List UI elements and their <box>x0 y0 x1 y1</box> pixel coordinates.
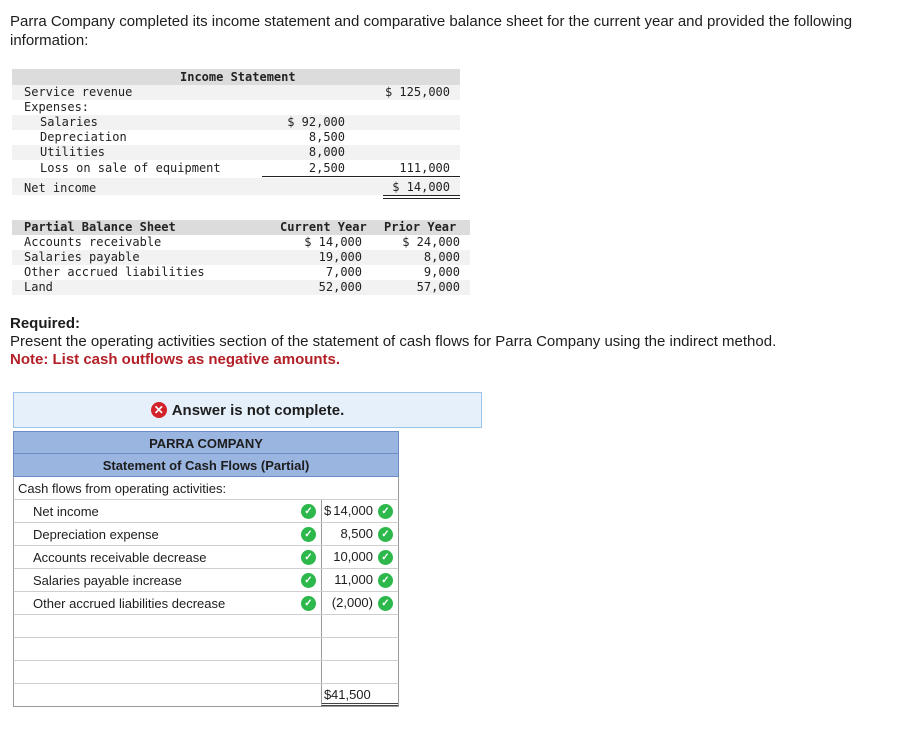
required-text: Present the operating activities section of the statement of cash flows for Parra Company using the indirect method. <box>10 333 777 350</box>
table-row <box>13 500 399 523</box>
balance-row-current: 7,000 <box>325 265 362 279</box>
balance-row-label: Salaries payable <box>24 250 140 264</box>
check-icon: ✓ <box>378 596 393 611</box>
balance-row-prior: 8,000 <box>423 250 460 264</box>
total-value: 41,500 <box>331 687 371 702</box>
section-row <box>13 477 399 500</box>
net-income-underline-2 <box>383 198 460 199</box>
table-row <box>13 523 399 546</box>
row-value: 10,000 <box>333 549 373 564</box>
service-revenue-label: Service revenue <box>24 85 133 99</box>
cash-flow-table <box>13 431 399 707</box>
expense-value: $ 92,000 <box>287 115 345 129</box>
check-icon: ✓ <box>378 504 393 519</box>
total-value-input[interactable] <box>321 684 398 706</box>
income-statement-title: Income Statement <box>180 70 296 84</box>
balance-row-current: 19,000 <box>318 250 362 264</box>
check-icon: ✓ <box>301 527 316 542</box>
currency-symbol: $ <box>324 687 332 702</box>
expense-label: Loss on sale of equipment <box>40 161 221 175</box>
row-label-input[interactable]: Salaries payable increase <box>33 573 182 588</box>
check-icon: ✓ <box>378 550 393 565</box>
row-value-input[interactable] <box>321 546 398 568</box>
net-income-value: $ 14,000 <box>392 180 450 194</box>
balance-row-current: $ 14,000 <box>304 235 362 249</box>
row-label-input[interactable]: Net income <box>33 504 99 519</box>
check-icon: ✓ <box>378 573 393 588</box>
empty-value-input[interactable] <box>321 638 398 660</box>
table-row <box>13 569 399 592</box>
row-value: 8,500 <box>340 526 373 541</box>
currency-symbol: $ <box>324 503 332 518</box>
section-label: Cash flows from operating activities: <box>18 481 227 496</box>
empty-value-input[interactable] <box>321 615 398 637</box>
x-circle-icon: ✕ <box>151 402 167 418</box>
answer-status-text: Answer is not complete. <box>171 401 345 419</box>
row-value: (2,000) <box>331 595 373 610</box>
check-icon: ✓ <box>378 527 393 542</box>
col-prior-year: Prior Year <box>384 220 457 234</box>
expense-label: Utilities <box>40 145 106 159</box>
expenses-label: Expenses: <box>24 100 90 114</box>
row-label-input[interactable]: Other accrued liabilities decrease <box>33 596 226 611</box>
required-section <box>10 315 776 369</box>
empty-row[interactable] <box>13 638 399 661</box>
col-current-year: Current Year <box>280 220 367 234</box>
problem-intro: Parra Company completed its income statement and comparative balance sheet for the current year and provided the following information: <box>10 13 853 49</box>
net-income-label: Net income <box>24 181 97 195</box>
balance-row-label: Land <box>24 280 53 294</box>
statement-title: Statement of Cash Flows (Partial) <box>13 454 399 477</box>
check-icon: ✓ <box>301 573 316 588</box>
row-value: 11,000 <box>334 572 373 587</box>
balance-row-prior: $ 24,000 <box>402 235 460 249</box>
required-heading: Required: <box>10 315 81 332</box>
row-value-input[interactable] <box>321 592 398 614</box>
expense-label: Salaries <box>40 115 98 129</box>
row-value-input[interactable] <box>321 523 398 545</box>
check-icon: ✓ <box>301 596 316 611</box>
expense-value: 8,500 <box>308 130 345 144</box>
row-label-input[interactable]: Accounts receivable decrease <box>33 550 207 565</box>
row-value: 14,000 <box>333 503 373 518</box>
service-revenue-value: $ 125,000 <box>384 85 450 99</box>
table-row <box>13 592 399 615</box>
table-row <box>13 546 399 569</box>
row-value-input[interactable] <box>321 569 398 591</box>
required-note: Note: List cash outflows as negative amounts. <box>10 351 341 368</box>
net-income-underline-1 <box>383 195 460 196</box>
total-row <box>13 684 399 707</box>
expense-label: Depreciation <box>40 130 127 144</box>
row-value-input[interactable] <box>321 500 398 522</box>
empty-value-input[interactable] <box>321 661 398 683</box>
balance-row-prior: 57,000 <box>416 280 460 294</box>
balance-row-label: Accounts receivable <box>24 235 162 249</box>
balance-row-prior: 9,000 <box>423 265 460 279</box>
total-expenses-value: 111,000 <box>399 161 450 175</box>
expenses-underline <box>262 176 460 177</box>
balance-row-label: Other accrued liabilities <box>24 265 205 279</box>
balance-row-current: 52,000 <box>318 280 362 294</box>
balance-sheet-title: Partial Balance Sheet <box>24 220 176 234</box>
empty-row[interactable] <box>13 615 399 638</box>
company-name: PARRA COMPANY <box>13 431 399 454</box>
row-label-input[interactable]: Depreciation expense <box>33 527 159 542</box>
expense-value: 2,500 <box>308 161 345 175</box>
empty-row[interactable] <box>13 661 399 684</box>
check-icon: ✓ <box>301 550 316 565</box>
expense-value: 8,000 <box>308 145 345 159</box>
answer-status-banner <box>13 392 482 428</box>
check-icon: ✓ <box>301 504 316 519</box>
